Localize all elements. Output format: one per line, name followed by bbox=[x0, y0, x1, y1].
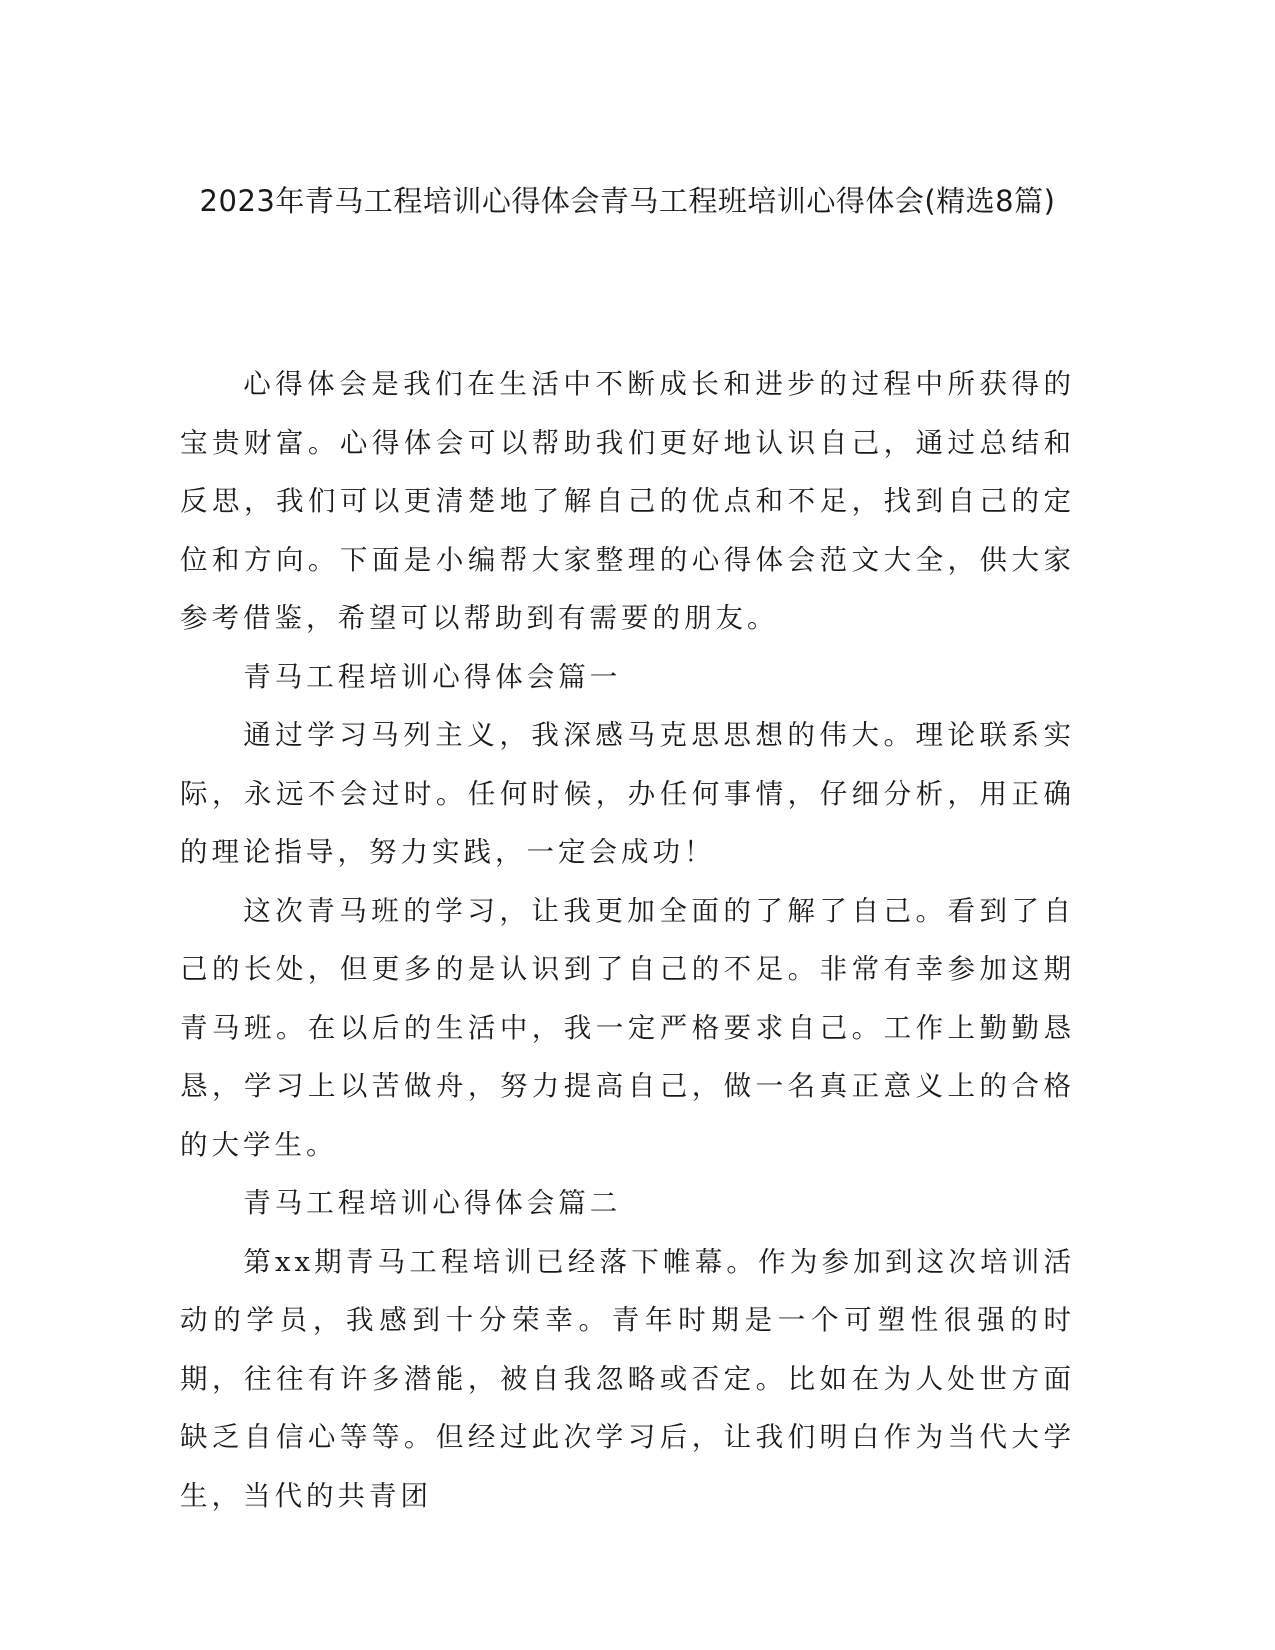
paragraph: 通过学习马列主义，我深感马克思思想的伟大。理论联系实际，永远不会过时。任何时候，办任何事情，仔细分析，用正确的理论指导，努力实践，一定会成功！ bbox=[180, 719, 1075, 868]
document-title: 2023年青马工程培训心得体会青马工程班培训心得体会(精选8篇) bbox=[199, 184, 1056, 218]
paragraph: 这次青马班的学习，让我更加全面的了解了自己。看到了自己的长处，但更多的是认识到了自己的不足。非常有幸参加这期青马班。在以后的生活中，我一定严格要求自己。工作上勤勤恳恳，学习上以苦做舟，努力提高自己，做一名真正意义上的合格的大学生。 bbox=[180, 894, 1075, 1161]
section-heading-2: 青马工程培训心得体会篇二 bbox=[243, 1187, 622, 1219]
section-heading-1: 青马工程培训心得体会篇一 bbox=[243, 660, 622, 693]
document-body bbox=[180, 355, 1075, 1525]
paragraph: 第xx期青马工程培训已经落下帷幕。作为参加到这次培训活动的学员，我感到十分荣幸。青年时期是一个可塑性很强的时期，往往有许多潜能，被自我忽略或否定。比如在为人处世方面缺乏自信心等等。但经过此次学习后，让我们明白作为当代大学生，当代的共青团 bbox=[180, 1245, 1075, 1512]
intro-paragraph: 心得体会是我们在生活中不断成长和进步的过程中所获得的宝贵财富。心得体会可以帮助我们更好地认识自己，通过总结和反思，我们可以更清楚地了解自己的优点和不足，找到自己的定位和方向。下面是小编帮大家整理的心得体会范文大全，供大家参考借鉴，希望可以帮助到有需要的朋友。 bbox=[180, 368, 1075, 634]
